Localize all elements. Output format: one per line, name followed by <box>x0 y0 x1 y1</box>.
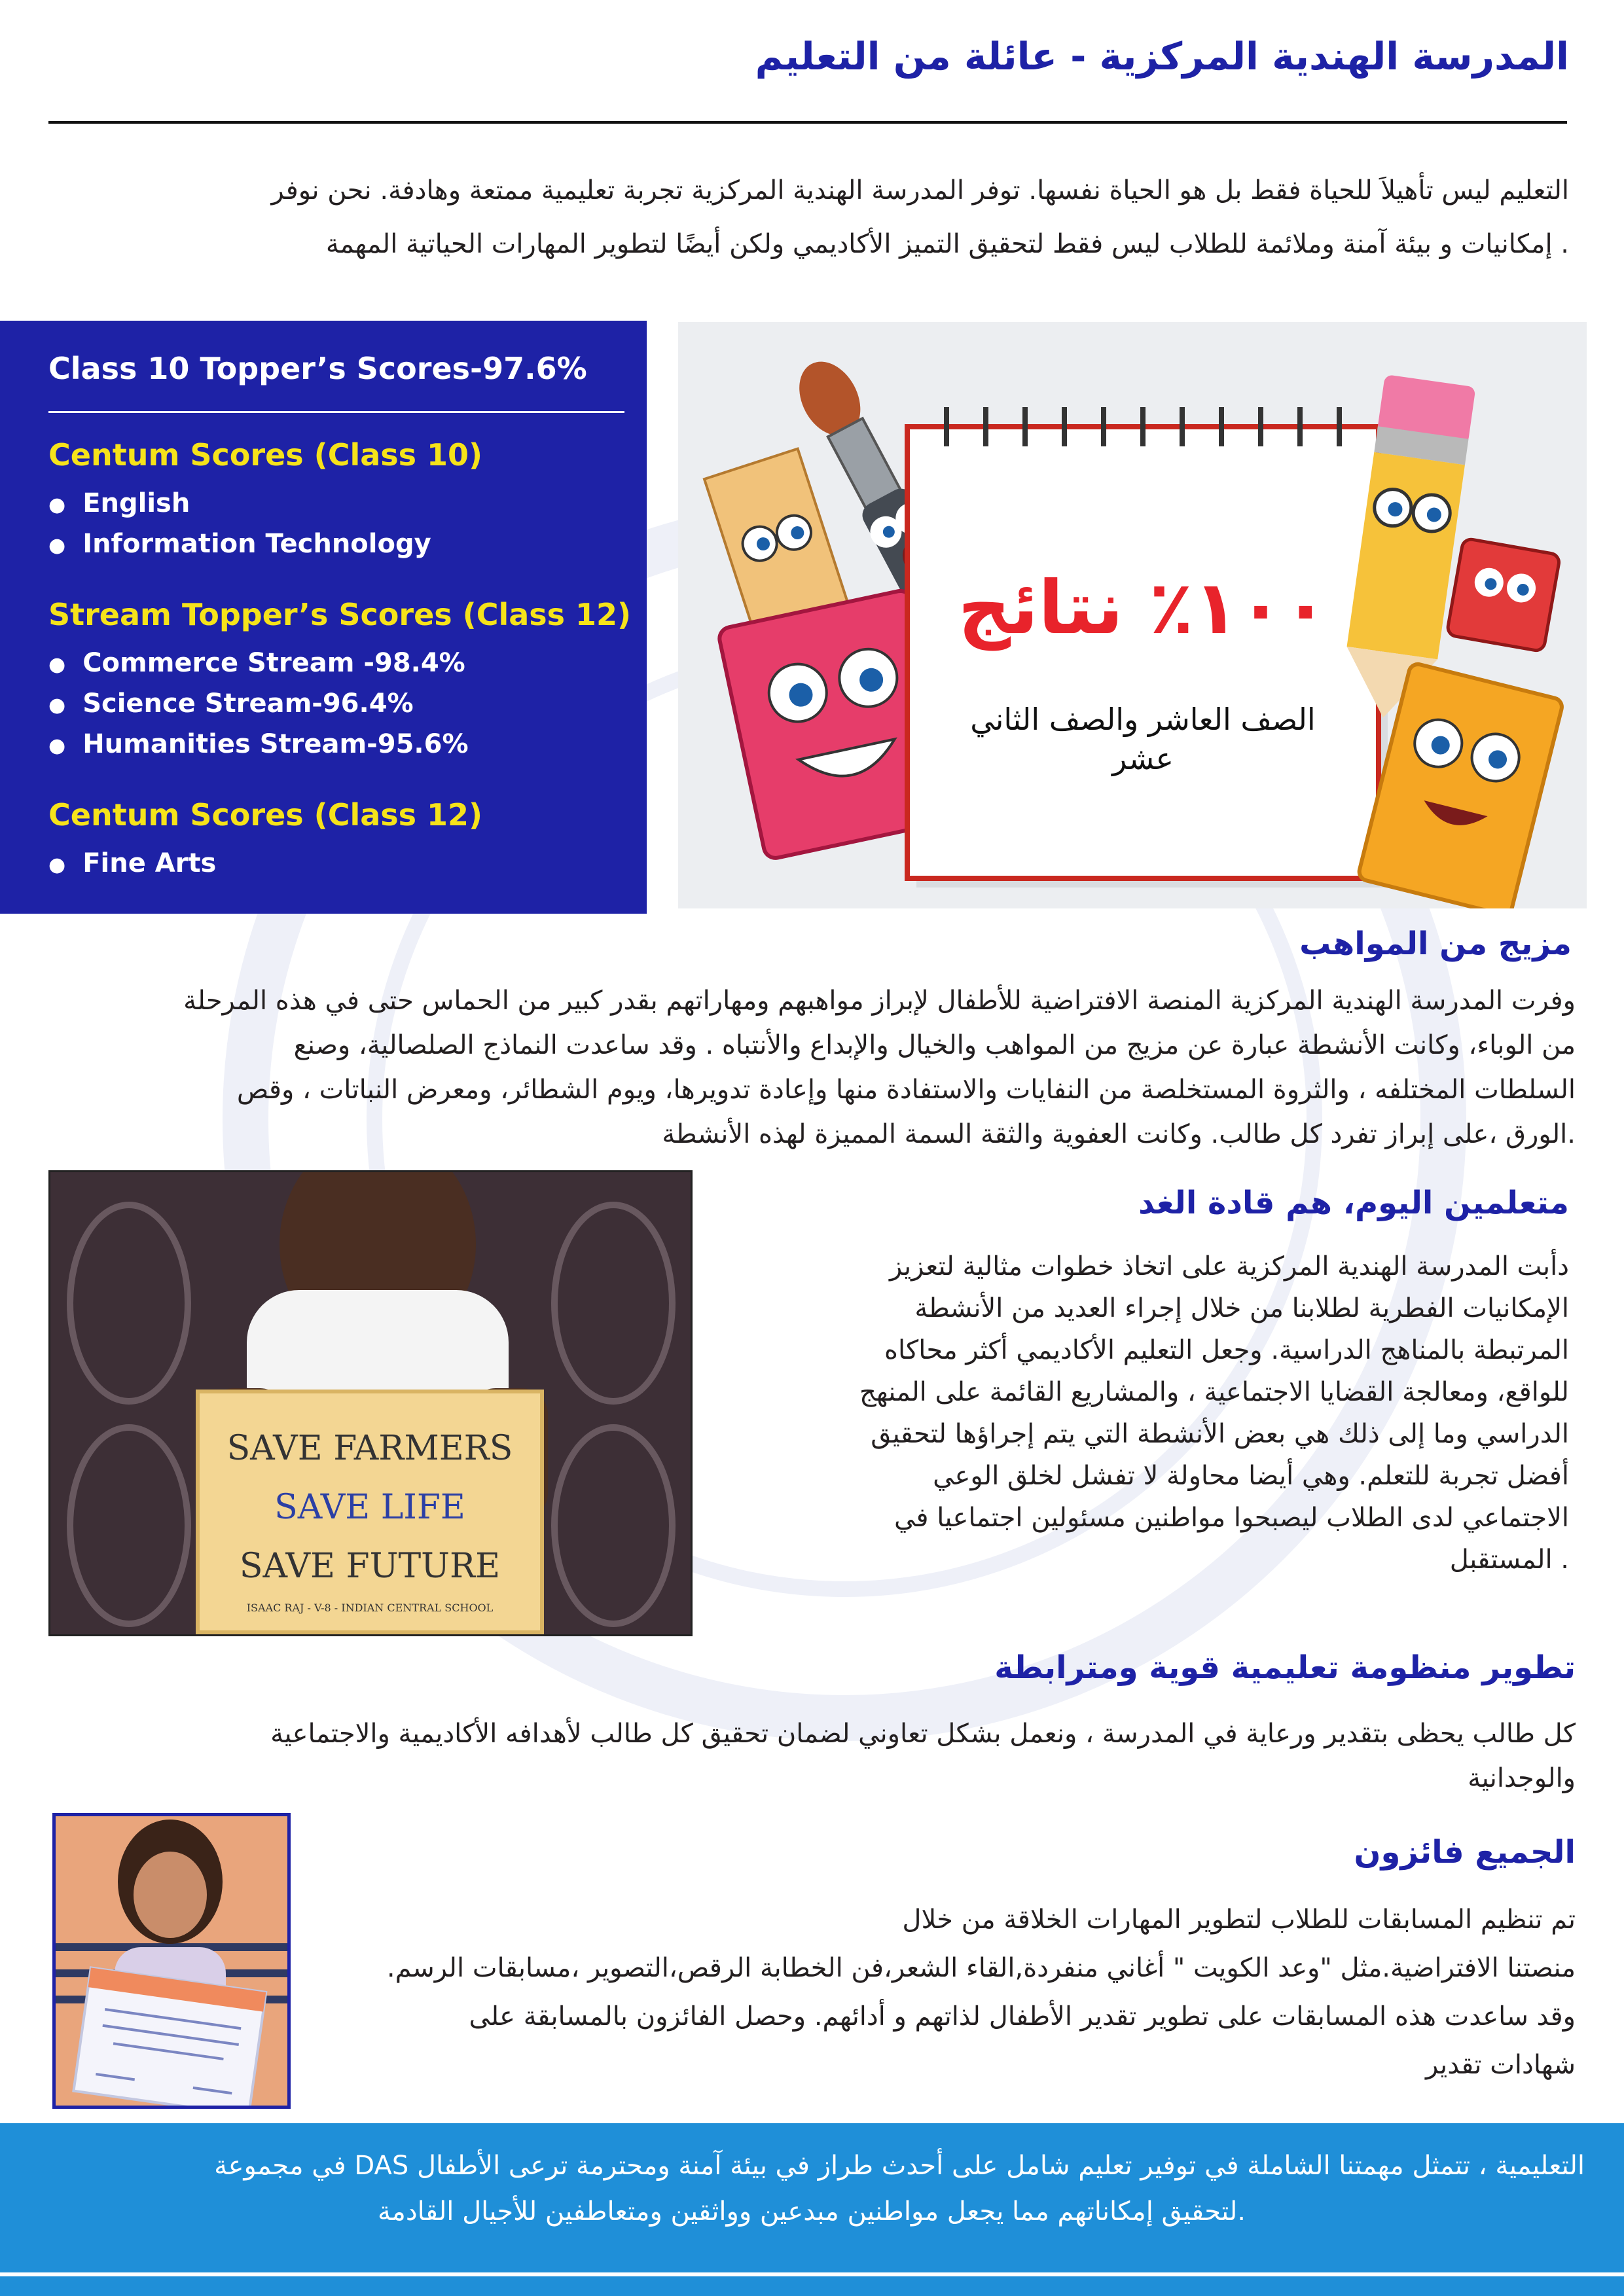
talents-line-1: وفرت المدرسة الهندية المركزية المنصة الافتراضية للأطفال لإبراز مواهبهم ومهاراتهم بقدر كبير من الحماس حتى في هذه المرحلة <box>183 986 1576 1016</box>
leaders-line-5: الدراسي وما إلى ذلك هي بعض الأنشطة التي يتم إجراؤها لتحقيق <box>871 1419 1569 1449</box>
leaders-line-4: للواقع، ومعالجة القضايا الاجتماعية ، والمشاريع القائمة على المنهج <box>859 1377 1569 1407</box>
winners-heading: الجميع فائزون <box>1354 1834 1576 1871</box>
result-classes-line-1: الصف العاشر والصف الثاني <box>970 702 1316 737</box>
talents-line-2: من الوباء، وكانت الأنشطة عبارة عن مزيج من المواهب والخيال والإبداع والأنتباه . وقد ساعدت النماذج الصلصالية، وصنع <box>293 1030 1576 1060</box>
mission-footer <box>0 2123 1624 2272</box>
leaders-line-7: الاجتماعي لدى الطلاب ليصبحوا مواطنين مسئولين اجتماعيا في <box>894 1503 1569 1533</box>
footer-line-2: .لتحقيق إمكاناتهم مما يجعل مواطنين مبدعين وواثقين ومتعاطفين للأجيال القادمة <box>377 2197 1246 2227</box>
results-illustration <box>678 322 1587 908</box>
leaders-line-1: دأبت المدرسة الهندية المركزية على اتخاذ خطوات مثالية لتعزيز <box>889 1251 1569 1282</box>
title-divider <box>48 121 1567 124</box>
list-item: ● Fine Arts <box>48 848 216 878</box>
winners-line-4: شهادات تقدير <box>1425 2050 1576 2080</box>
page-title: المدرسة الهندية المركزية - عائلة من التعليم <box>755 34 1569 79</box>
intro-line-2: . إمكانيات و بيئة آمنة وملائمة للطلاب ليس فقط لتحقيق التميز الأكاديمي ولكن أيضًا لتطوير المهارات الحياتية المهمة <box>325 229 1569 259</box>
sign-credit: ISAAC RAJ - V-8 - INDIAN CENTRAL SCHOOL <box>246 1602 494 1614</box>
list-item: ● English <box>48 488 190 518</box>
bottom-bar <box>0 2276 1624 2296</box>
system-line-2: والوجدانية <box>1468 1763 1576 1793</box>
intro-line-1: التعليم ليس تأهيلاَ للحياة فقط بل هو الحياة نفسها. توفر المدرسة الهندية المركزية تجربة تعليمية ممتعة وهادفة. نحن نوفر <box>271 175 1569 206</box>
protest-sign <box>196 1390 544 1634</box>
panel-title: Class 10 Topper’s Scores-97.6% <box>48 351 587 386</box>
talents-heading: مزيج من المواهب <box>1299 925 1572 962</box>
winners-line-2: منصتنا الافتراضية.مثل "وعد الكويت " أغاني منفردة,القاء الشعر،فن الخطابة الرقص،التصوير ،مسابقات الرسم. <box>386 1953 1576 1983</box>
panel-divider <box>48 411 624 413</box>
result-classes-line-2: عشر <box>1112 741 1174 776</box>
leaders-line-8: . المستقبل <box>1449 1545 1569 1575</box>
list-item: ● Information Technology <box>48 529 431 559</box>
sign-line-2: SAVE LIFE <box>274 1488 465 1527</box>
leaders-line-2: الإمكانيات الفطرية لطلابنا من خلال إجراء العديد من الأنشطة <box>914 1293 1569 1323</box>
centum-10-heading: Centum Scores (Class 10) <box>48 437 483 473</box>
scores-panel <box>0 321 647 914</box>
talents-line-4: .الورق ،على إبراز تفرد كل طالب. وكانت العفوية والثقة السمة المميزة لهذه الأنشطة <box>662 1119 1576 1149</box>
leaders-line-6: أفضل تجربة للتعلم. وهي أيضا محاولة لا تفشل لخلق الوعي <box>933 1461 1569 1491</box>
centum-12-heading: Centum Scores (Class 12) <box>48 797 483 833</box>
certificate-photo-illustration <box>56 1816 287 2106</box>
list-item: ● Science Stream-96.4% <box>48 689 414 719</box>
stream-heading: Stream Topper’s Scores (Class 12) <box>48 597 632 632</box>
sign-line-1: SAVE FARMERS <box>226 1429 513 1468</box>
leaders-heading: متعلمين اليوم، هم قادة الغد <box>1138 1185 1569 1221</box>
certificate-student-photo <box>52 1813 291 2109</box>
system-line-1: كل طالب يحظى بتقدير ورعاية في المدرسة ، ونعمل بشكل تعاوني لضمان تحقيق كل طالب لأهدافه الأكاديمية والاجتماعية <box>270 1719 1576 1749</box>
winners-line-1: تم تنظيم المسابقات للطلاب لتطوير المهارات الخلاقة من خلال <box>902 1905 1576 1935</box>
result-percentage: ١٠٠٪ نتائج <box>958 565 1328 651</box>
talents-line-3: السلطات المختلفه ، والثروة المستخلصة من النفايات والاستفادة منها وإعادة تدويرها، ويوم الشطائر، ومعرض النباتات ، وقص <box>236 1075 1576 1105</box>
footer-line-1: التعليمية ، تتمثل مهمتنا الشاملة في توفير تعليم شامل على أحدث طراز في بيئة آمنة ومحترمة ترعى الأطفال DAS في مجموعة <box>214 2151 1585 2181</box>
list-item: ● Humanities Stream-95.6% <box>48 729 469 759</box>
system-heading: تطوير منظومة تعليمية قوية ومترابطة <box>994 1649 1576 1686</box>
list-item: ● Commerce Stream -98.4% <box>48 648 465 678</box>
winners-line-3: وقد ساعدت هذه المسابقات على تطوير تقدير الأطفال لذاتهم و أدائهم. وحصل الفائزون بالمسابقة على <box>469 2001 1576 2032</box>
leaders-line-3: المرتبطة بالمناهج الدراسية. وجعل التعليم الأكاديمي أكثر محاكاه <box>884 1335 1569 1365</box>
sign-line-3: SAVE FUTURE <box>239 1547 501 1586</box>
student-sign-photo <box>48 1170 693 1636</box>
